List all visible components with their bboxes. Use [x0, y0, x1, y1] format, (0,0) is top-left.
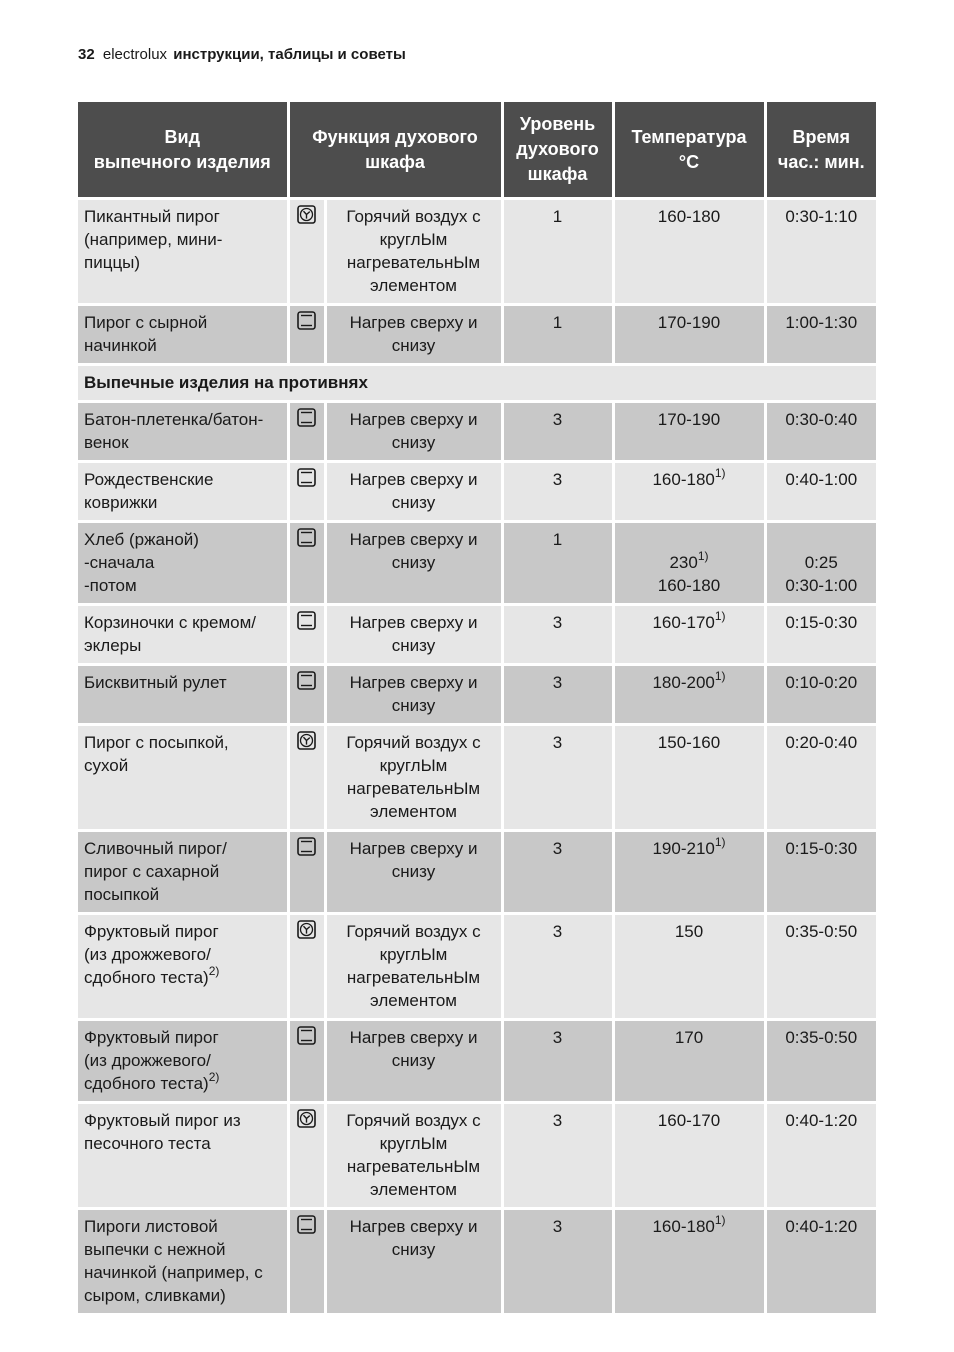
temperature-cell — [613, 1103, 765, 1209]
function-cell — [325, 1103, 502, 1209]
table-section — [78, 365, 876, 402]
product-cell — [78, 305, 288, 365]
footnote-mark: 1) — [714, 1213, 726, 1227]
table-row — [78, 914, 876, 1020]
function-icon-cell — [288, 831, 325, 914]
product-cell — [78, 914, 288, 1020]
col-header-time: Время час.: мин. — [765, 102, 876, 199]
temperature-cell — [613, 199, 765, 305]
top-bottom-heat-icon — [296, 468, 318, 487]
time-cell: 0:15-0:30 — [765, 831, 876, 914]
function-label: Нагрев сверху и снизу — [349, 1217, 478, 1259]
temperature-cell — [613, 462, 765, 522]
top-bottom-heat-icon — [296, 528, 318, 547]
temperature-value: 160-180 — [657, 207, 721, 226]
product-cell — [78, 1103, 288, 1209]
level-cell: 3 — [502, 462, 613, 522]
function-icon-cell — [288, 1020, 325, 1103]
spacer — [773, 528, 871, 551]
function-cell — [325, 462, 502, 522]
level-cell: 3 — [502, 1020, 613, 1103]
function-cell — [325, 605, 502, 665]
table-row — [78, 402, 876, 462]
function-cell — [325, 665, 502, 725]
top-bottom-heat-icon — [296, 311, 318, 330]
function-icon-cell — [288, 462, 325, 522]
function-label: Нагрев сверху и снизу — [349, 530, 478, 572]
time-cell: 1:00-1:30 — [765, 305, 876, 365]
function-label: Нагрев сверху и снизу — [349, 613, 478, 655]
function-label: Нагрев сверху и снизу — [349, 1028, 478, 1070]
function-label: Нагрев сверху и снизу — [349, 410, 478, 452]
time-cell: 0:35-0:50 — [765, 1020, 876, 1103]
time-cell: 0:20-0:40 — [765, 725, 876, 831]
top-bottom-heat-icon — [296, 1026, 318, 1045]
function-icon-cell — [288, 914, 325, 1020]
function-cell — [325, 914, 502, 1020]
product-cell — [78, 522, 288, 605]
product-name: Рождественские коврижки — [84, 470, 214, 512]
time-cell: 0:35-0:50 — [765, 914, 876, 1020]
function-label: Горячий воздух с круглЫм нагревательнЫм элементом — [346, 733, 481, 821]
product-cell — [78, 1020, 288, 1103]
level-cell: 3 — [502, 605, 613, 665]
section-heading: Выпечные изделия на противнях — [78, 365, 876, 402]
col-header-function: Функция духового шкафа — [288, 102, 502, 199]
footnote-mark: 1) — [714, 466, 726, 480]
level-cell: 3 — [502, 914, 613, 1020]
top-bottom-heat-icon — [296, 408, 318, 427]
table-row — [78, 665, 876, 725]
table-header-row — [78, 102, 876, 199]
temperature-cell — [613, 725, 765, 831]
footnote-mark: 1) — [697, 549, 709, 563]
product-cell — [78, 605, 288, 665]
temperature-value: 190-210 — [652, 839, 715, 858]
temperature-cell — [613, 1020, 765, 1103]
temperature-cell — [613, 305, 765, 365]
temperature-cell — [613, 402, 765, 462]
product-cell — [78, 665, 288, 725]
function-cell — [325, 522, 502, 605]
time-first: 0:25 — [804, 553, 838, 572]
baking-table — [78, 102, 876, 1316]
table-row — [78, 522, 876, 605]
table-row — [78, 199, 876, 305]
function-label: Нагрев сверху и снизу — [349, 839, 478, 881]
function-icon-cell — [288, 305, 325, 365]
function-cell — [325, 305, 502, 365]
temperature-value: 170 — [674, 1028, 704, 1047]
spacer — [621, 528, 758, 551]
table-row — [78, 1020, 876, 1103]
temperature-first — [621, 551, 758, 574]
table-row — [78, 1209, 876, 1315]
table-row — [78, 1103, 876, 1209]
level-cell: 3 — [502, 402, 613, 462]
product-cell — [78, 199, 288, 305]
level-cell: 3 — [502, 1103, 613, 1209]
footnote-mark: 1) — [714, 609, 726, 623]
function-label: Нагрев сверху и снизу — [349, 470, 478, 512]
function-icon-cell — [288, 1103, 325, 1209]
top-bottom-heat-icon — [296, 611, 318, 630]
section-title: инструкции, таблицы и советы — [173, 46, 406, 63]
function-cell — [325, 725, 502, 831]
col-header-product: Вид выпечного изделия — [78, 102, 288, 199]
function-label: Горячий воздух с круглЫм нагревательнЫм элементом — [346, 207, 481, 295]
product-name: Пикантный пирог (например, мини- пиццы) — [84, 207, 223, 272]
brand-name: electrolux — [102, 46, 168, 63]
product-name: Пирог с сырной начинкой — [84, 313, 208, 355]
time-cell: 0:15-0:30 — [765, 605, 876, 665]
temperature-cell — [613, 665, 765, 725]
product-cell — [78, 1209, 288, 1315]
top-bottom-heat-icon — [296, 837, 318, 856]
temperature-value: 180-200 — [652, 673, 715, 692]
time-cell: 0:10-0:20 — [765, 665, 876, 725]
function-cell — [325, 402, 502, 462]
page-number: 32 — [78, 46, 95, 63]
temperature-value: 150 — [674, 922, 704, 941]
temperature-value: 170-190 — [657, 313, 721, 332]
footnote-mark: 2) — [208, 964, 220, 978]
level-cell: 3 — [502, 725, 613, 831]
col-header-level: Уровень духового шкафа — [502, 102, 613, 199]
table-row — [78, 462, 876, 522]
col-header-temperature: Температура °C — [613, 102, 765, 199]
temperature-cell — [613, 1209, 765, 1315]
time-cell: 0:30-0:40 — [765, 402, 876, 462]
level-cell: 1 — [502, 199, 613, 305]
footnote-mark: 2) — [208, 1070, 220, 1084]
product-cell — [78, 831, 288, 914]
temperature-second: 160-180 — [657, 576, 721, 595]
fan-icon — [296, 1109, 318, 1128]
page-header — [78, 46, 406, 63]
temperature-value: 230 — [669, 553, 698, 572]
level-cell: 1 — [502, 305, 613, 365]
top-bottom-heat-icon — [296, 1215, 318, 1234]
function-icon-cell — [288, 402, 325, 462]
product-cell — [78, 725, 288, 831]
top-bottom-heat-icon — [296, 671, 318, 690]
temperature-cell — [613, 522, 765, 605]
temperature-value: 160-170 — [657, 1111, 721, 1130]
function-icon-cell — [288, 1209, 325, 1315]
function-label: Горячий воздух с круглЫм нагревательнЫм элементом — [346, 1111, 481, 1199]
footnote-mark: 1) — [714, 835, 726, 849]
temperature-value: 160-170 — [652, 613, 715, 632]
level-cell: 3 — [502, 665, 613, 725]
table-body-top — [78, 199, 876, 365]
function-icon-cell — [288, 665, 325, 725]
product-name: Корзиночки с кремом/ эклеры — [84, 613, 257, 655]
function-cell — [325, 199, 502, 305]
product-cell — [78, 402, 288, 462]
function-icon-cell — [288, 725, 325, 831]
time-second: 0:30-1:00 — [785, 576, 858, 595]
footnote-mark: 1) — [714, 669, 726, 683]
time-cell: 0:40-1:00 — [765, 462, 876, 522]
function-label: Горячий воздух с круглЫм нагревательнЫм элементом — [346, 922, 481, 1010]
section-row — [78, 365, 876, 402]
product-name: Фруктовый пирог (из дрожжевого/ сдобного теста) — [84, 1028, 219, 1093]
product-name: Пироги листовой выпечки с нежной начинкой (например, с сыром, сливками) — [84, 1217, 263, 1305]
function-icon-cell — [288, 605, 325, 665]
fan-icon — [296, 731, 318, 750]
function-cell — [325, 1020, 502, 1103]
function-label: Нагрев сверху и снизу — [349, 673, 478, 715]
time-cell: 0:40-1:20 — [765, 1103, 876, 1209]
product-name: Бисквитный рулет — [84, 673, 227, 692]
temperature-cell — [613, 831, 765, 914]
time-cell: 0:30-1:10 — [765, 199, 876, 305]
function-label: Нагрев сверху и снизу — [349, 313, 478, 355]
function-icon-cell — [288, 199, 325, 305]
temperature-cell — [613, 605, 765, 665]
fan-icon — [296, 920, 318, 939]
fan-icon — [296, 205, 318, 224]
product-name: Фруктовый пирог из песочного теста — [84, 1111, 241, 1153]
function-cell — [325, 831, 502, 914]
table-row — [78, 725, 876, 831]
function-cell — [325, 1209, 502, 1315]
function-icon-cell — [288, 522, 325, 605]
product-name: Сливочный пирог/ пирог с сахарной посыпкой — [84, 839, 227, 904]
temperature-cell — [613, 914, 765, 1020]
level-cell: 3 — [502, 1209, 613, 1315]
product-name: Пирог с посыпкой, сухой — [84, 733, 229, 775]
product-cell — [78, 462, 288, 522]
temperature-value: 170-190 — [657, 410, 721, 429]
temperature-value: 160-180 — [652, 1217, 715, 1236]
time-cell — [765, 522, 876, 605]
level-cell: 3 — [502, 831, 613, 914]
table-row — [78, 831, 876, 914]
level-cell: 1 — [502, 522, 613, 605]
product-name: Хлеб (ржаной) -сначала -потом — [84, 530, 199, 595]
product-name: Батон-плетенка/батон- венок — [84, 410, 264, 452]
table-row — [78, 305, 876, 365]
product-name: Фруктовый пирог (из дрожжевого/ сдобного теста) — [84, 922, 219, 987]
temperature-value: 160-180 — [652, 470, 715, 489]
temperature-value: 150-160 — [657, 733, 721, 752]
time-cell: 0:40-1:20 — [765, 1209, 876, 1315]
table-body-bottom — [78, 402, 876, 1315]
table-row — [78, 605, 876, 665]
